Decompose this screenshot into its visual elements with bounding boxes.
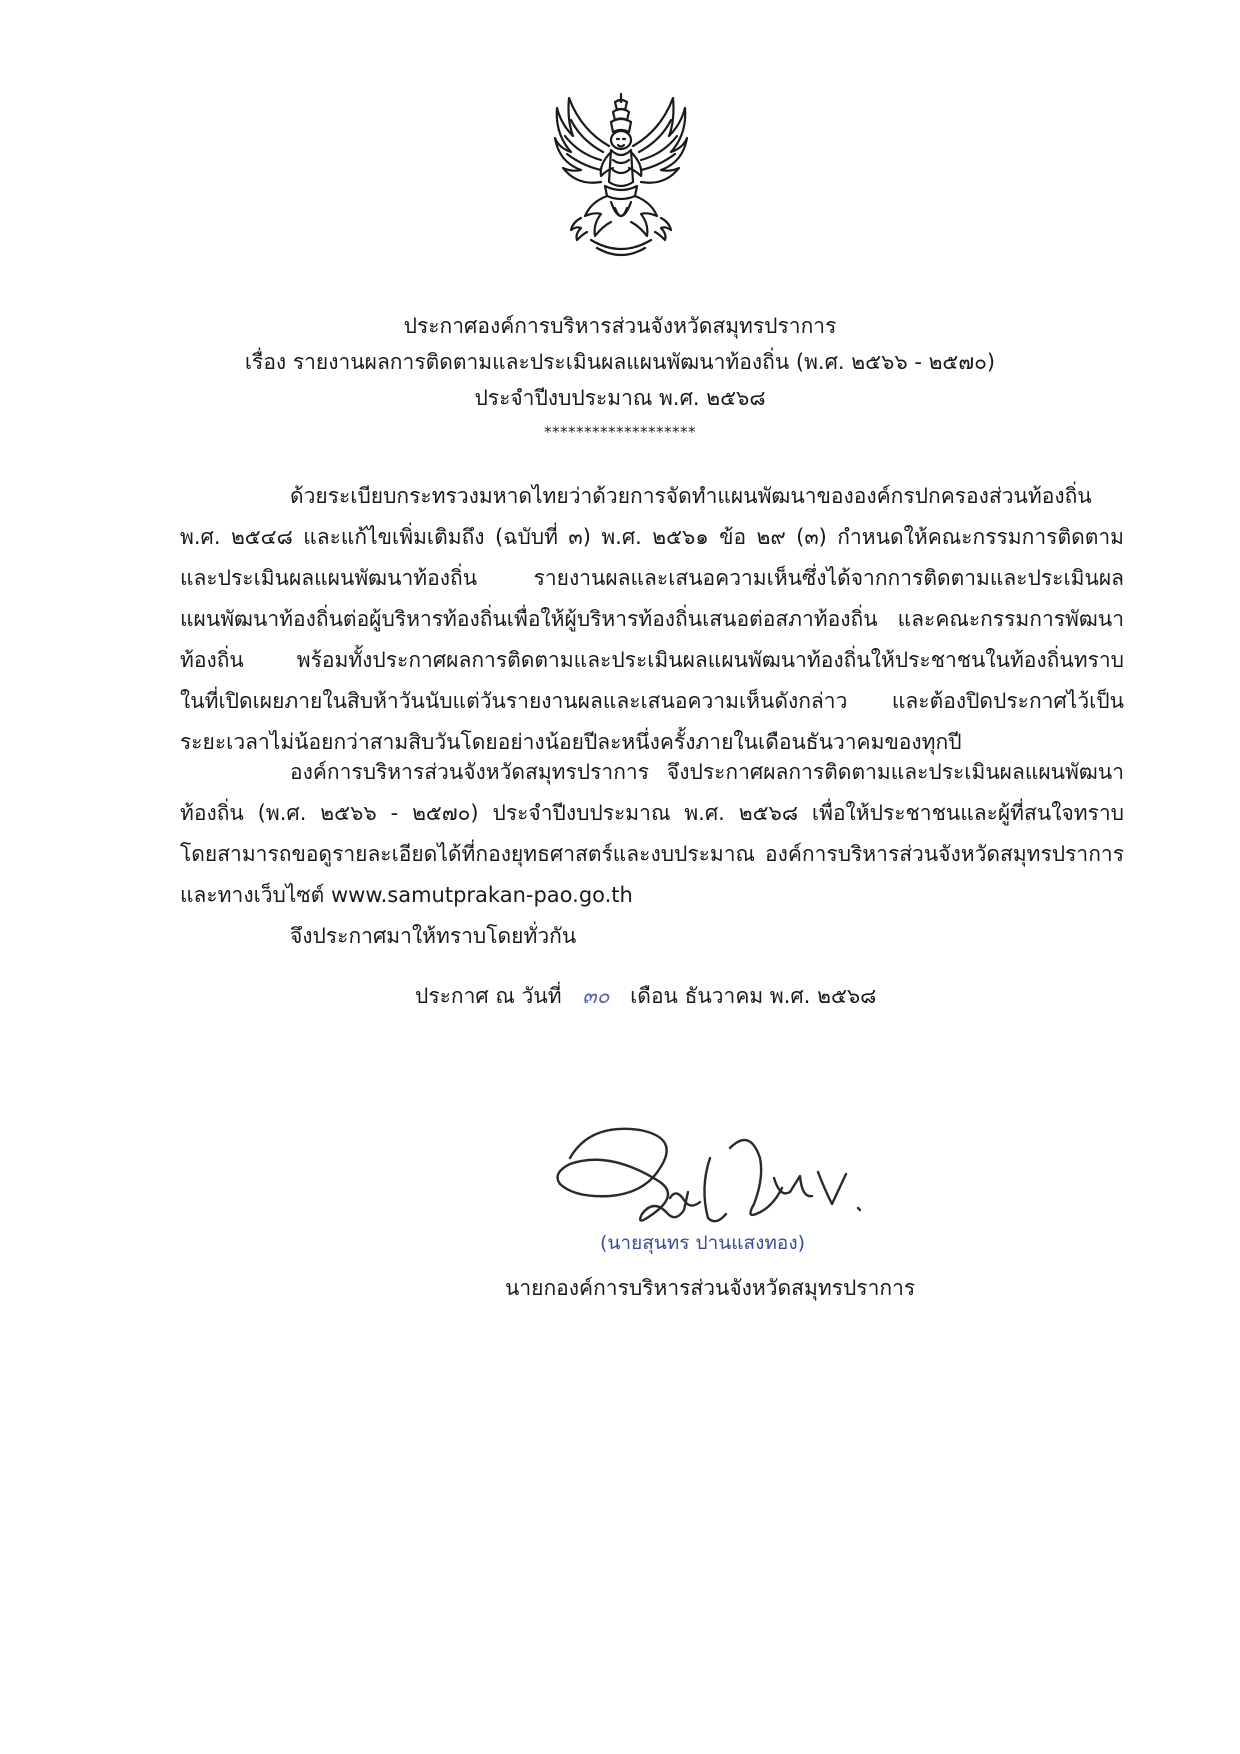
paragraph-line: โดยสามารถขอดูรายละเอียดได้ที่กองยุทธศาสตร์และงบประมาณ องค์การบริหารส่วนจังหวัดสมุทรปราการ [180,842,1124,866]
subject-heading: เรื่อง รายงานผลการติดตามและประเมินผลแผนพัฒนาท้องถิ่น (พ.ศ. ๒๕๖๖ - ๒๕๗๐) [244,350,996,374]
paragraph-line: ท้องถิ่น พร้อมทั้งประกาศผลการติดตามและประเมินผลแผนพัฒนาท้องถิ่นให้ประชาชนในท้องถิ่นทราบ [180,648,1124,672]
paragraph-line: ในที่เปิดเผยภายในสิบห้าวันนับแต่วันรายงานผลและเสนอความเห็นดังกล่าว และต้องปิดประกาศไว้เป็น [180,689,1124,713]
date-month-year: เดือน ธันวาคม พ.ศ. ๒๕๖๘ [630,984,877,1008]
paragraph-line: และประเมินผลแผนพัฒนาท้องถิ่น รายงานผลและเสนอความเห็นซึ่งได้จากการติดตามและประเมินผล [180,566,1124,590]
paragraph-line: ระยะเวลาไม่น้อยกว่าสามสิบวันโดยอย่างน้อยปีละหนึ่งครั้งภายในเดือนธันวาคมของทุกปี [180,730,962,754]
announcement-date [415,978,876,1014]
garuda-emblem-icon [551,90,691,262]
paragraph-line: แผนพัฒนาท้องถิ่นต่อผู้บริหารท้องถิ่นเพื่อให้ผู้บริหารท้องถิ่นเสนอต่อสภาท้องถิ่น และคณะกรรมการพัฒนา [180,607,1124,631]
signer-name: (นายสุนทร ปานแสงทอง) [600,1232,806,1254]
paragraph-2 [180,752,1124,916]
fiscal-year-heading: ประจำปีงบประมาณ พ.ศ. ๒๕๖๘ [474,386,766,410]
paragraph-line: องค์การบริหารส่วนจังหวัดสมุทรปราการ จึงประกาศผลการติดตามและประเมินผลแผนพัฒนา [290,760,1124,784]
separator-line: ******************* [544,423,696,441]
paragraph-line: พ.ศ. ๒๕๔๘ และแก้ไขเพิ่มเติมถึง (ฉบับที่ ๓) พ.ศ. ๒๕๖๑ ข้อ ๒๙ (๓) กำหนดให้คณะกรรมการติดตาม [180,525,1124,549]
signer-title: นายกองค์การบริหารส่วนจังหวัดสมุทรปราการ [505,1276,916,1300]
date-prefix: ประกาศ ณ วันที่ [415,984,562,1008]
paragraph-line: และทางเว็บไซต์ www.samutprakan-pao.go.th [180,883,633,907]
paragraph-1 [180,476,1124,763]
paragraph-line: ท้องถิ่น (พ.ศ. ๒๕๖๖ - ๒๕๗๐) ประจำปีงบประมาณ พ.ศ. ๒๕๖๘ เพื่อให้ประชาชนและผู้ที่สนใจทราบ [180,801,1124,825]
issuer-heading: ประกาศองค์การบริหารส่วนจังหวัดสมุทรปราการ [403,314,837,338]
paragraph-line: ด้วยระเบียบกระทรวงมหาดไทยว่าด้วยการจัดทำแผนพัฒนาขององค์กรปกครองส่วนท้องถิ่น [290,484,1092,508]
closing-statement: จึงประกาศมาให้ทราบโดยทั่วกัน [290,924,577,948]
date-day-handwritten: ๓๐ [582,984,610,1008]
